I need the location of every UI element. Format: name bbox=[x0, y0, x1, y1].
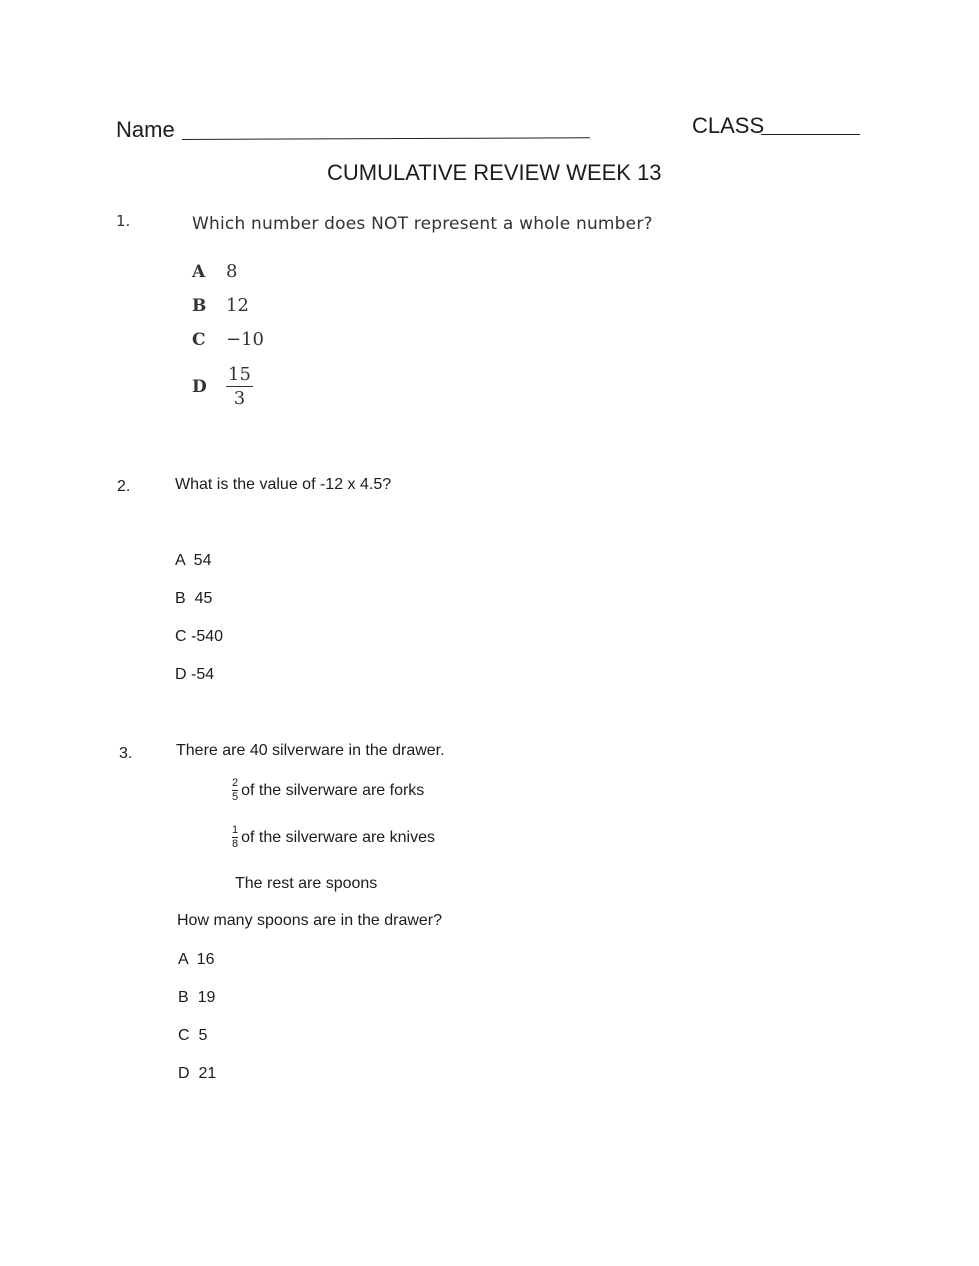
forks-text: of the silverware are forks bbox=[241, 781, 425, 799]
q3-option-b[interactable]: B 19 bbox=[178, 989, 216, 1006]
q1-option-d-letter: D bbox=[192, 377, 207, 397]
q1-option-b-letter: B bbox=[192, 296, 207, 316]
fraction-denominator: 5 bbox=[232, 791, 239, 803]
q1-option-d-fraction bbox=[226, 366, 253, 408]
name-blank-line[interactable] bbox=[182, 137, 590, 140]
class-label: CLASS bbox=[692, 113, 765, 138]
q2-option-c[interactable]: C -540 bbox=[175, 628, 224, 645]
fraction-denominator: 3 bbox=[233, 388, 246, 409]
q3-question: How many spoons are in the drawer? bbox=[177, 912, 443, 929]
question-2-text: What is the value of -12 x 4.5? bbox=[175, 476, 392, 493]
question-3-text: There are 40 silverware in the drawer. bbox=[176, 742, 445, 759]
q1-option-a-letter: A bbox=[192, 262, 206, 282]
q1-option-d[interactable] bbox=[192, 366, 253, 408]
class-blank-line[interactable] bbox=[761, 134, 860, 135]
q1-option-c-value: −10 bbox=[226, 329, 264, 350]
q2-option-a[interactable]: A 54 bbox=[175, 552, 212, 569]
question-1-text: Which number does NOT represent a whole number? bbox=[192, 214, 653, 234]
q1-option-c-letter: C bbox=[192, 330, 206, 350]
q1-option-b[interactable] bbox=[192, 295, 249, 316]
forks-fraction bbox=[232, 778, 238, 803]
q1-option-b-value: 12 bbox=[226, 295, 249, 316]
question-3-number: 3. bbox=[119, 745, 133, 762]
q2-option-d[interactable]: D -54 bbox=[175, 666, 215, 683]
q1-option-a-value: 8 bbox=[226, 261, 238, 282]
q3-spoons-line: The rest are spoons bbox=[235, 875, 378, 892]
q3-forks-line bbox=[232, 778, 424, 803]
q1-option-a[interactable] bbox=[192, 261, 237, 282]
knives-text: of the silverware are knives bbox=[241, 828, 435, 846]
q3-knives-line bbox=[232, 825, 435, 850]
q3-option-c[interactable]: C 5 bbox=[178, 1027, 208, 1044]
q2-option-b[interactable]: B 45 bbox=[175, 590, 213, 607]
knives-fraction bbox=[232, 825, 238, 850]
question-2-number: 2. bbox=[117, 478, 131, 495]
fraction-denominator: 8 bbox=[232, 838, 239, 850]
q3-option-a[interactable]: A 16 bbox=[178, 951, 215, 968]
name-label: Name bbox=[116, 117, 175, 142]
page-title: CUMULATIVE REVIEW WEEK 13 bbox=[327, 160, 662, 185]
question-1-number: 1. bbox=[116, 212, 131, 230]
fraction-numerator: 15 bbox=[228, 364, 251, 385]
q1-option-c[interactable] bbox=[192, 329, 264, 350]
fraction-numerator: 2 bbox=[232, 777, 239, 789]
fraction-numerator: 1 bbox=[232, 824, 239, 836]
q3-option-d[interactable]: D 21 bbox=[178, 1065, 217, 1082]
